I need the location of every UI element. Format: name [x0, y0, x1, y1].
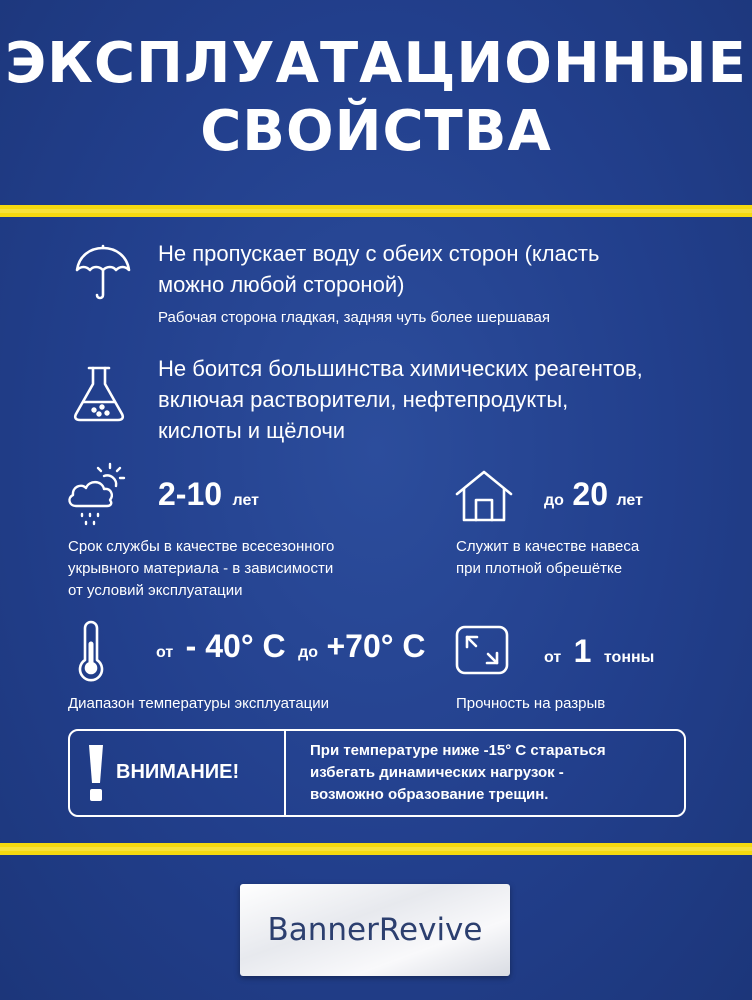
title-line-1: ЭКСПЛУАТАЦИОННЫЕ: [5, 31, 747, 96]
exclamation-icon: [86, 743, 106, 808]
temperature-value-row: [156, 628, 426, 665]
strength-description: Прочность на разрыв: [456, 695, 606, 712]
warning-divider: [284, 731, 286, 815]
chemical-title-line-1: Не боится большинства химических реагентов,: [158, 356, 643, 381]
canopy-desc-line-1: Служит в качестве навеса: [456, 538, 640, 555]
strength-value-row: [544, 633, 654, 670]
temperature-to-label: до: [298, 644, 318, 661]
chemical-title-line-2: включая растворители, нефтепродукты,: [158, 387, 569, 412]
canopy-value: 20: [572, 476, 608, 512]
temperature-description: Диапазон температуры эксплуатации: [68, 695, 330, 712]
temperature-to-value: +70° С: [326, 628, 426, 664]
stretch-icon: [454, 624, 510, 676]
brand-name: BannerRevive: [267, 912, 483, 948]
waterproof-note: Рабочая сторона гладкая, задняя чуть более шершавая: [158, 309, 551, 326]
flask-icon: [72, 364, 126, 422]
chemical-title-line-3: кислоты и щёлочи: [158, 418, 346, 443]
title-line-2: СВОЙСТВА: [200, 99, 552, 164]
lifetime-value: 2-10: [158, 476, 223, 512]
strength-unit: тонны: [603, 649, 655, 666]
chemical-title: [158, 353, 738, 446]
warning-box: [68, 729, 686, 817]
lifetime-description: [68, 536, 428, 602]
warning-text: [310, 740, 680, 806]
thermometer-icon: [74, 620, 108, 682]
canopy-description: [456, 536, 716, 580]
strength-value: 1: [573, 633, 592, 669]
canopy-prefix: до: [544, 492, 564, 509]
lifetime-desc-line-3: от условий эксплуатации: [68, 582, 243, 599]
weather-icon: [64, 462, 130, 528]
lifetime-unit: лет: [232, 492, 259, 509]
warning-text-line-2: избегать динамических нагрузок -: [310, 764, 564, 781]
waterproof-title: [158, 238, 718, 300]
page-title: [0, 30, 752, 166]
lifetime-desc-line-1: Срок службы в качестве всесезонного: [68, 538, 335, 555]
house-icon: [454, 468, 514, 524]
warning-text-line-1: При температуре ниже -15° С стараться: [310, 742, 606, 759]
lifetime-value-row: [158, 476, 259, 513]
strength-prefix: от: [544, 649, 562, 666]
canopy-value-row: [544, 476, 643, 513]
lifetime-desc-line-2: укрывного материала - в зависимости: [68, 560, 334, 577]
waterproof-title-line-1: Не пропускает воду с обеих сторон (класть: [158, 241, 600, 266]
waterproof-title-line-2: можно любой стороной): [158, 272, 405, 297]
bottom-yellow-stripe: [0, 843, 752, 855]
temperature-from-label: от: [156, 644, 174, 661]
canopy-unit: лет: [616, 492, 643, 509]
warning-text-line-3: возможно образование трещин.: [310, 786, 549, 803]
warning-label: ВНИМАНИЕ!: [116, 761, 240, 783]
temperature-from-value: - 40° С: [185, 628, 286, 664]
umbrella-icon: [74, 243, 132, 303]
top-yellow-stripe: [0, 205, 752, 217]
brand-logo: [240, 884, 510, 976]
canopy-desc-line-2: при плотной обрешётке: [456, 560, 623, 577]
